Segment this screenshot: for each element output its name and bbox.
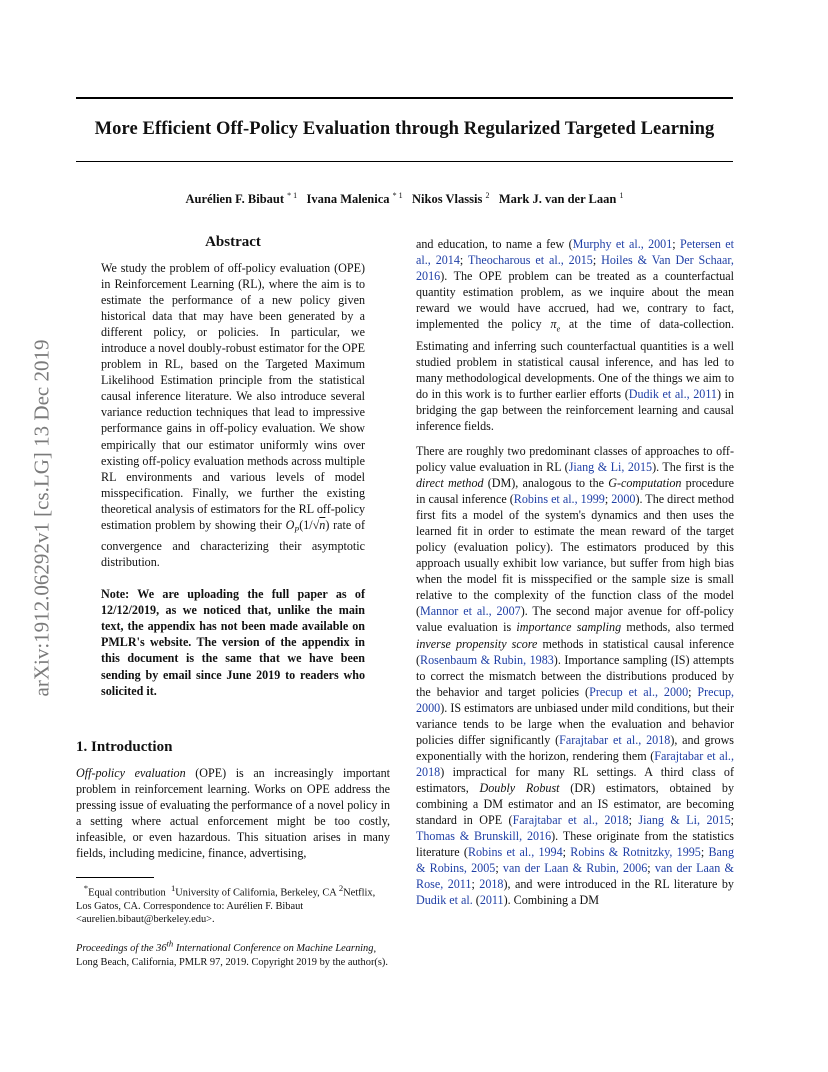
citation-link[interactable]: Petersen et al., 2014	[416, 237, 734, 268]
title-top-rule	[76, 97, 733, 99]
body-paragraph: and education, to name a few (Murphy et al., 2001; Petersen et al., 2014; Theocharous et al., 2015; Hoiles & Van Der Schaar, 2016). The OPE problem can be treated as a counterfactual quantity estimation problem, as we inquire about the mean reward we would have accrued, had we, contrary to fact, implemented the policy $\pi_e$ at the time of data-collection. Estimating and inferring such counterfactual quantities is a well studied problem in statistical causal inference, and has led to many methodological developments. One of the things we aim to do in this work is to further earlier efforts (Dudik et al., 2011) in bridging the gap between the reinforcement learning and causal inference fields.	[416, 237, 734, 433]
section-heading-introduction: 1. Introduction	[76, 738, 173, 755]
citation-link[interactable]: van der Laan & Rubin, 2006	[502, 861, 648, 876]
abstract-body: We study the problem of off-policy evaluation (OPE) in Reinforcement Learning (RL), where the aim is to estimate the performance of a new policy given historical data that may have been generated by a different policy, or policies. In particular, we introduce a novel doubly-robust estimator for the OPE problem in RL, based on the Targeted Maximum Likelihood Estimation principle from the statistical causal inference literature. We also introduce several variance reduction techniques that lead to impressive performance gains in off-policy evaluation. We show empirically that our estimator uniformly wins over existing off-policy evaluation methods across multiple RL environments and various levels of model misspecification. Finally, we further the existing theoretical analysis of estimators for the RL off-policy estimation problem by showing their $O_P(1/√n)$ rate of convergence and characterizing their asymptotic distribution.	[101, 261, 365, 570]
citation-link[interactable]: 2011	[479, 893, 504, 908]
citation-link[interactable]: Farajtabar et al., 2018	[416, 748, 734, 779]
left-column	[76, 234, 390, 969]
abstract-heading: Abstract	[205, 234, 261, 250]
author-name: Mark J. van der Laan	[498, 192, 617, 207]
citation-link[interactable]: Rosenbaum & Rubin, 1983	[420, 652, 554, 667]
citation-link[interactable]: Theocharous et al., 2015	[467, 253, 593, 268]
citation-link[interactable]: Robins et al., 1999	[513, 492, 605, 507]
footnote-affiliations: *Equal contribution $^1$University of California, Berkeley, CA $^2$Netflix, Los Gatos, CA. Correspondence to: Aurélien F. Bibaut <aurelien.bibaut@berkeley.edu>.	[76, 882, 376, 925]
title-bottom-rule	[76, 161, 733, 162]
paper-title: More Efficient Off-Policy Evaluation through Regularized Targeted Learning	[94, 119, 715, 139]
author-list: Aurélien F. Bibaut $^{* 1}$ Ivana Malenica $^{* 1}$ Nikos Vlassis $^2$ Mark J. van der Laan $^1$	[185, 191, 624, 207]
citation-link[interactable]: Farajtabar et al., 2018	[559, 732, 671, 747]
proceedings-note: Proceedings of the 36th International Conference on Machine Learning, Long Beach, California, PMLR 97, 2019. Copyright 2019 by the author(s).	[76, 938, 388, 968]
citation-link[interactable]: Jiang & Li, 2015	[638, 813, 731, 828]
intro-paragraph: Off-policy evaluation (OPE) is an increasingly important problem in reinforcement learning. Works on OPE address the pressing issue of evaluating the performance of a novel policy in a setting where actual enforcement might be too costly, infeasible, or even hazardous. This situation arises in many fields, including medicine, finance, advertising,	[76, 765, 390, 860]
footnote-rule	[76, 877, 154, 878]
right-column	[416, 236, 734, 917]
citation-link[interactable]: Murphy et al., 2001	[572, 237, 673, 251]
author-name: Ivana Malenica	[306, 192, 390, 207]
citation-link[interactable]: Jiang & Li, 2015	[568, 460, 653, 475]
citation-link[interactable]: Hoiles & Van Der Schaar, 2016	[416, 253, 734, 284]
abstract-note: Note: We are uploading the full paper as of 12/12/2019, as we noticed that, unlike the main text, the appendix has not been made available on PMLR's website. The version of the appendix in this document is the same that we have been sending by email since June 2019 to readers who solicited it.	[101, 587, 365, 698]
citation-link[interactable]: Dudik et al., 2011	[628, 386, 717, 401]
citation-link[interactable]: Precup et al., 2000	[589, 684, 689, 699]
citation-link[interactable]: 2018	[479, 877, 504, 892]
author-name: Aurélien F. Bibaut	[185, 192, 285, 207]
citation-link[interactable]: Mannor et al., 2007	[420, 604, 521, 619]
author-name: Nikos Vlassis	[412, 192, 483, 207]
citation-link[interactable]: Farajtabar et al., 2018	[512, 813, 629, 828]
citation-link[interactable]: Robins & Rotnitzky, 1995	[570, 845, 701, 860]
arxiv-stamp: arXiv:1912.06292v1 [cs.LG] 13 Dec 2019	[29, 339, 54, 697]
citation-link[interactable]: Robins et al., 1994	[467, 845, 563, 860]
citation-link[interactable]: van der Laan & Rose, 2011	[416, 861, 734, 892]
citation-link[interactable]: Precup, 2000	[416, 684, 735, 715]
citation-link[interactable]: Dudik et al.	[416, 893, 473, 908]
body-paragraph: There are roughly two predominant classes of approaches to off-policy value evaluation in RL (Jiang & Li, 2015). The first is the direct method (DM), analogous to the G-computation procedure in causal inference (Robins et al., 1999; 2000). The direct method first fits a model of the system's dynamics and then uses the learned fit in order to estimate the mean reward of the target policy (evaluation policy). The estimators produced by this approach usually exhibit low variance, but suffer from high bias when the model fit is misspecified or the sample size is small relative to the complexity of the function class of the model (Mannor et al., 2007). The second major avenue for off-policy value evaluation is importance sampling methods, also termed inverse propensity score methods in statistical causal inference (Rosenbaum & Rubin, 1983). Importance sampling (IS) attempts to correct the mismatch between the distributions produced by the behavior and target policies (Precup et al., 2000; Precup, 2000). IS estimators are unbiased under mild conditions, but their variance tends to be large when the evaluation and behavior policies differ significantly (Farajtabar et al., 2018), and grows exponentially with the horizon, rendering them (Farajtabar et al., 2018) impractical for many RL settings. A third class of estimators, Doubly Robust (DR) estimators, obtained by combining a DM estimator and an IS estimator, are becoming standard in OPE (Farajtabar et al., 2018; Jiang & Li, 2015; Thomas & Brunskill, 2016). These originate from the statistics literature (Robins et al., 1994; Robins & Rotnitzky, 1995; Bang & Robins, 2005; van der Laan & Rubin, 2006; van der Laan & Rose, 2011; 2018), and were introduced in the RL literature by Dudik et al. (2011). Combining a DM	[416, 443, 735, 908]
citation-link[interactable]: 2000	[611, 492, 636, 507]
citation-link[interactable]: Thomas & Brunskill, 2016	[416, 829, 552, 844]
citation-link[interactable]: Bang & Robins, 2005	[416, 845, 734, 876]
